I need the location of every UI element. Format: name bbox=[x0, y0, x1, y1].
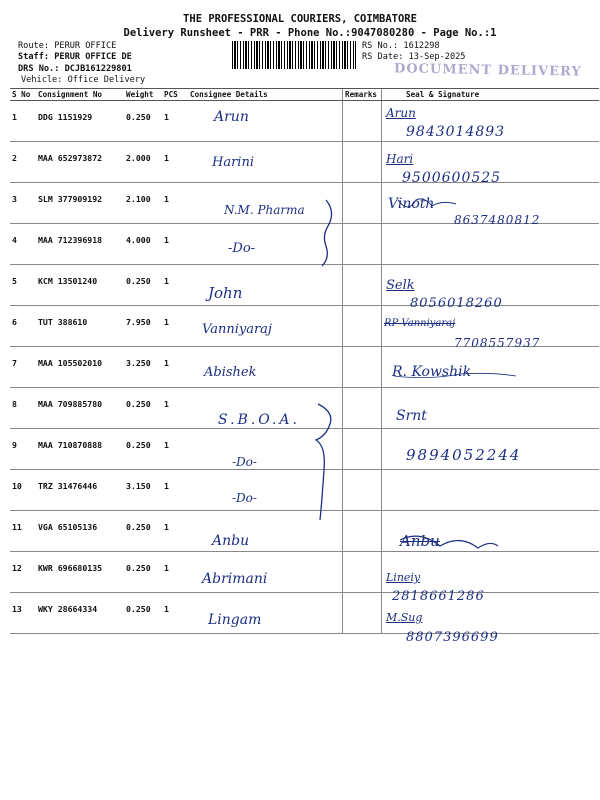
row-sno: 4 bbox=[10, 224, 36, 265]
handwritten-name: R. Kowshik bbox=[392, 364, 472, 380]
row-weight: 3.150 bbox=[124, 470, 162, 511]
row-weight: 7.950 bbox=[124, 306, 162, 347]
row-pcs: 1 bbox=[162, 388, 188, 429]
col-sno: S No bbox=[10, 89, 36, 101]
company-title: THE PROFESSIONAL COURIERS, COIMBATORE bbox=[183, 13, 417, 25]
row-pcs: 1 bbox=[162, 101, 188, 142]
handwritten-phone: 8056018260 bbox=[410, 296, 503, 311]
vehicle-label: Vehicle: Office Delivery bbox=[21, 75, 146, 85]
row-consignment: TRZ 31476446 bbox=[36, 470, 124, 511]
handwritten-consignee: Abishek bbox=[204, 365, 257, 380]
row-pcs: 1 bbox=[162, 470, 188, 511]
handwritten-phone: 2818661286 bbox=[392, 589, 485, 604]
signature: Anbu bbox=[400, 532, 440, 550]
row-sno: 3 bbox=[10, 183, 36, 224]
signature: Hari bbox=[386, 152, 414, 166]
handwritten-consignee: -Do- bbox=[228, 241, 256, 256]
row-consignment: TUT 388610 bbox=[36, 306, 124, 347]
signature-scribble bbox=[394, 373, 516, 377]
row-weight: 0.250 bbox=[124, 265, 162, 306]
row-weight: 3.250 bbox=[124, 347, 162, 388]
row-consignment: KCM 13501240 bbox=[36, 265, 124, 306]
handwritten-phone: 9500600525 bbox=[402, 170, 502, 186]
row-weight: 0.250 bbox=[124, 593, 162, 634]
row-pcs: 1 bbox=[162, 347, 188, 388]
row-weight: 0.250 bbox=[124, 552, 162, 593]
handwritten-phone: 8807396699 bbox=[406, 630, 499, 645]
col-signature: Seal & Signature bbox=[382, 89, 600, 101]
drs-number: DRS No.: DCJB161229801 bbox=[18, 64, 132, 74]
row-consignment: MAA 105502010 bbox=[36, 347, 124, 388]
row-sno: 7 bbox=[10, 347, 36, 388]
row-consignment: WKY 28664334 bbox=[36, 593, 124, 634]
row-consignment: DDG 1151929 bbox=[36, 101, 124, 142]
col-consignment: Consignment No bbox=[36, 89, 124, 101]
row-consignment: MAA 710870888 bbox=[36, 429, 124, 470]
signature: RP Vanniyaraj bbox=[384, 318, 456, 329]
row-weight: 0.250 bbox=[124, 429, 162, 470]
row-weight: 0.250 bbox=[124, 101, 162, 142]
handwritten-phone: 9894052244 bbox=[406, 446, 522, 464]
handwritten-consignee: Anbu bbox=[212, 533, 250, 549]
handwritten-phone: 9843014893 bbox=[406, 124, 506, 140]
staff-label: Staff: PERUR OFFICE DE bbox=[18, 52, 132, 62]
signature: M.Sug bbox=[386, 611, 423, 624]
row-weight: 2.100 bbox=[124, 183, 162, 224]
row-sno: 12 bbox=[10, 552, 36, 593]
row-pcs: 1 bbox=[162, 224, 188, 265]
handwritten-consignee: John bbox=[208, 284, 243, 302]
handwritten-consignee: Abrimani bbox=[202, 571, 268, 587]
handwritten-consignee: N.M. Pharma bbox=[224, 203, 305, 217]
signature: Srnt bbox=[396, 408, 427, 424]
col-weight: Weight bbox=[124, 89, 162, 101]
signature-scribble bbox=[400, 536, 498, 548]
row-weight: 0.250 bbox=[124, 388, 162, 429]
col-consignee: Consignee Details bbox=[188, 89, 343, 101]
row-sno: 9 bbox=[10, 429, 36, 470]
row-consignment: MAA 652973872 bbox=[36, 142, 124, 183]
row-sno: 1 bbox=[10, 101, 36, 142]
handwritten-consignee: Arun bbox=[214, 109, 249, 125]
row-pcs: 1 bbox=[162, 511, 188, 552]
handwritten-consignee: Lingam bbox=[208, 612, 262, 628]
col-pcs: PCS bbox=[162, 89, 188, 101]
row-weight: 2.000 bbox=[124, 142, 162, 183]
handwritten-consignee: Vanniyaraj bbox=[202, 322, 272, 337]
document-delivery-stamp: DOCUMENT DELIVERY bbox=[393, 61, 582, 80]
row-pcs: 1 bbox=[162, 183, 188, 224]
rs-date: RS Date: 13-Sep-2025 bbox=[362, 52, 466, 62]
bracket-stroke bbox=[316, 404, 331, 520]
row-sno: 5 bbox=[10, 265, 36, 306]
handwritten-consignee: S.B.O.A. bbox=[218, 412, 300, 428]
route-label: Route: PERUR OFFICE bbox=[18, 41, 117, 51]
row-weight: 4.000 bbox=[124, 224, 162, 265]
signature: Lineiy bbox=[386, 571, 421, 584]
handwritten-consignee: -Do- bbox=[232, 491, 257, 505]
row-sno: 6 bbox=[10, 306, 36, 347]
signature: Arun bbox=[386, 106, 416, 120]
row-consignment: SLM 377909192 bbox=[36, 183, 124, 224]
handwritten-consignee: Harini bbox=[212, 155, 254, 170]
row-pcs: 1 bbox=[162, 593, 188, 634]
row-sno: 10 bbox=[10, 470, 36, 511]
row-consignment: MAA 712396918 bbox=[36, 224, 124, 265]
runsheet-subtitle: Delivery Runsheet - PRR - Phone No.:9047080280 - Page No.:1 bbox=[123, 27, 497, 39]
row-pcs: 1 bbox=[162, 265, 188, 306]
row-consignment: KWR 696680135 bbox=[36, 552, 124, 593]
row-pcs: 1 bbox=[162, 306, 188, 347]
rs-number: RS No.: 1612298 bbox=[362, 41, 440, 51]
row-consignment: MAA 709885780 bbox=[36, 388, 124, 429]
handwritten-phone: 8637480812 bbox=[454, 213, 541, 227]
row-sno: 13 bbox=[10, 593, 36, 634]
row-pcs: 1 bbox=[162, 142, 188, 183]
bracket-stroke bbox=[322, 200, 332, 266]
row-pcs: 1 bbox=[162, 552, 188, 593]
row-weight: 0.250 bbox=[124, 511, 162, 552]
row-pcs: 1 bbox=[162, 429, 188, 470]
signature-scribble bbox=[398, 199, 456, 207]
row-sno: 11 bbox=[10, 511, 36, 552]
row-consignment: VGA 65105136 bbox=[36, 511, 124, 552]
signature: Vinoth bbox=[388, 196, 435, 212]
handwritten-phone: 7708557937 bbox=[454, 336, 541, 350]
handwritten-consignee: -Do- bbox=[232, 455, 257, 469]
row-sno: 2 bbox=[10, 142, 36, 183]
signature: Selk bbox=[386, 278, 415, 293]
col-remarks: Remarks bbox=[343, 89, 382, 101]
row-sno: 8 bbox=[10, 388, 36, 429]
